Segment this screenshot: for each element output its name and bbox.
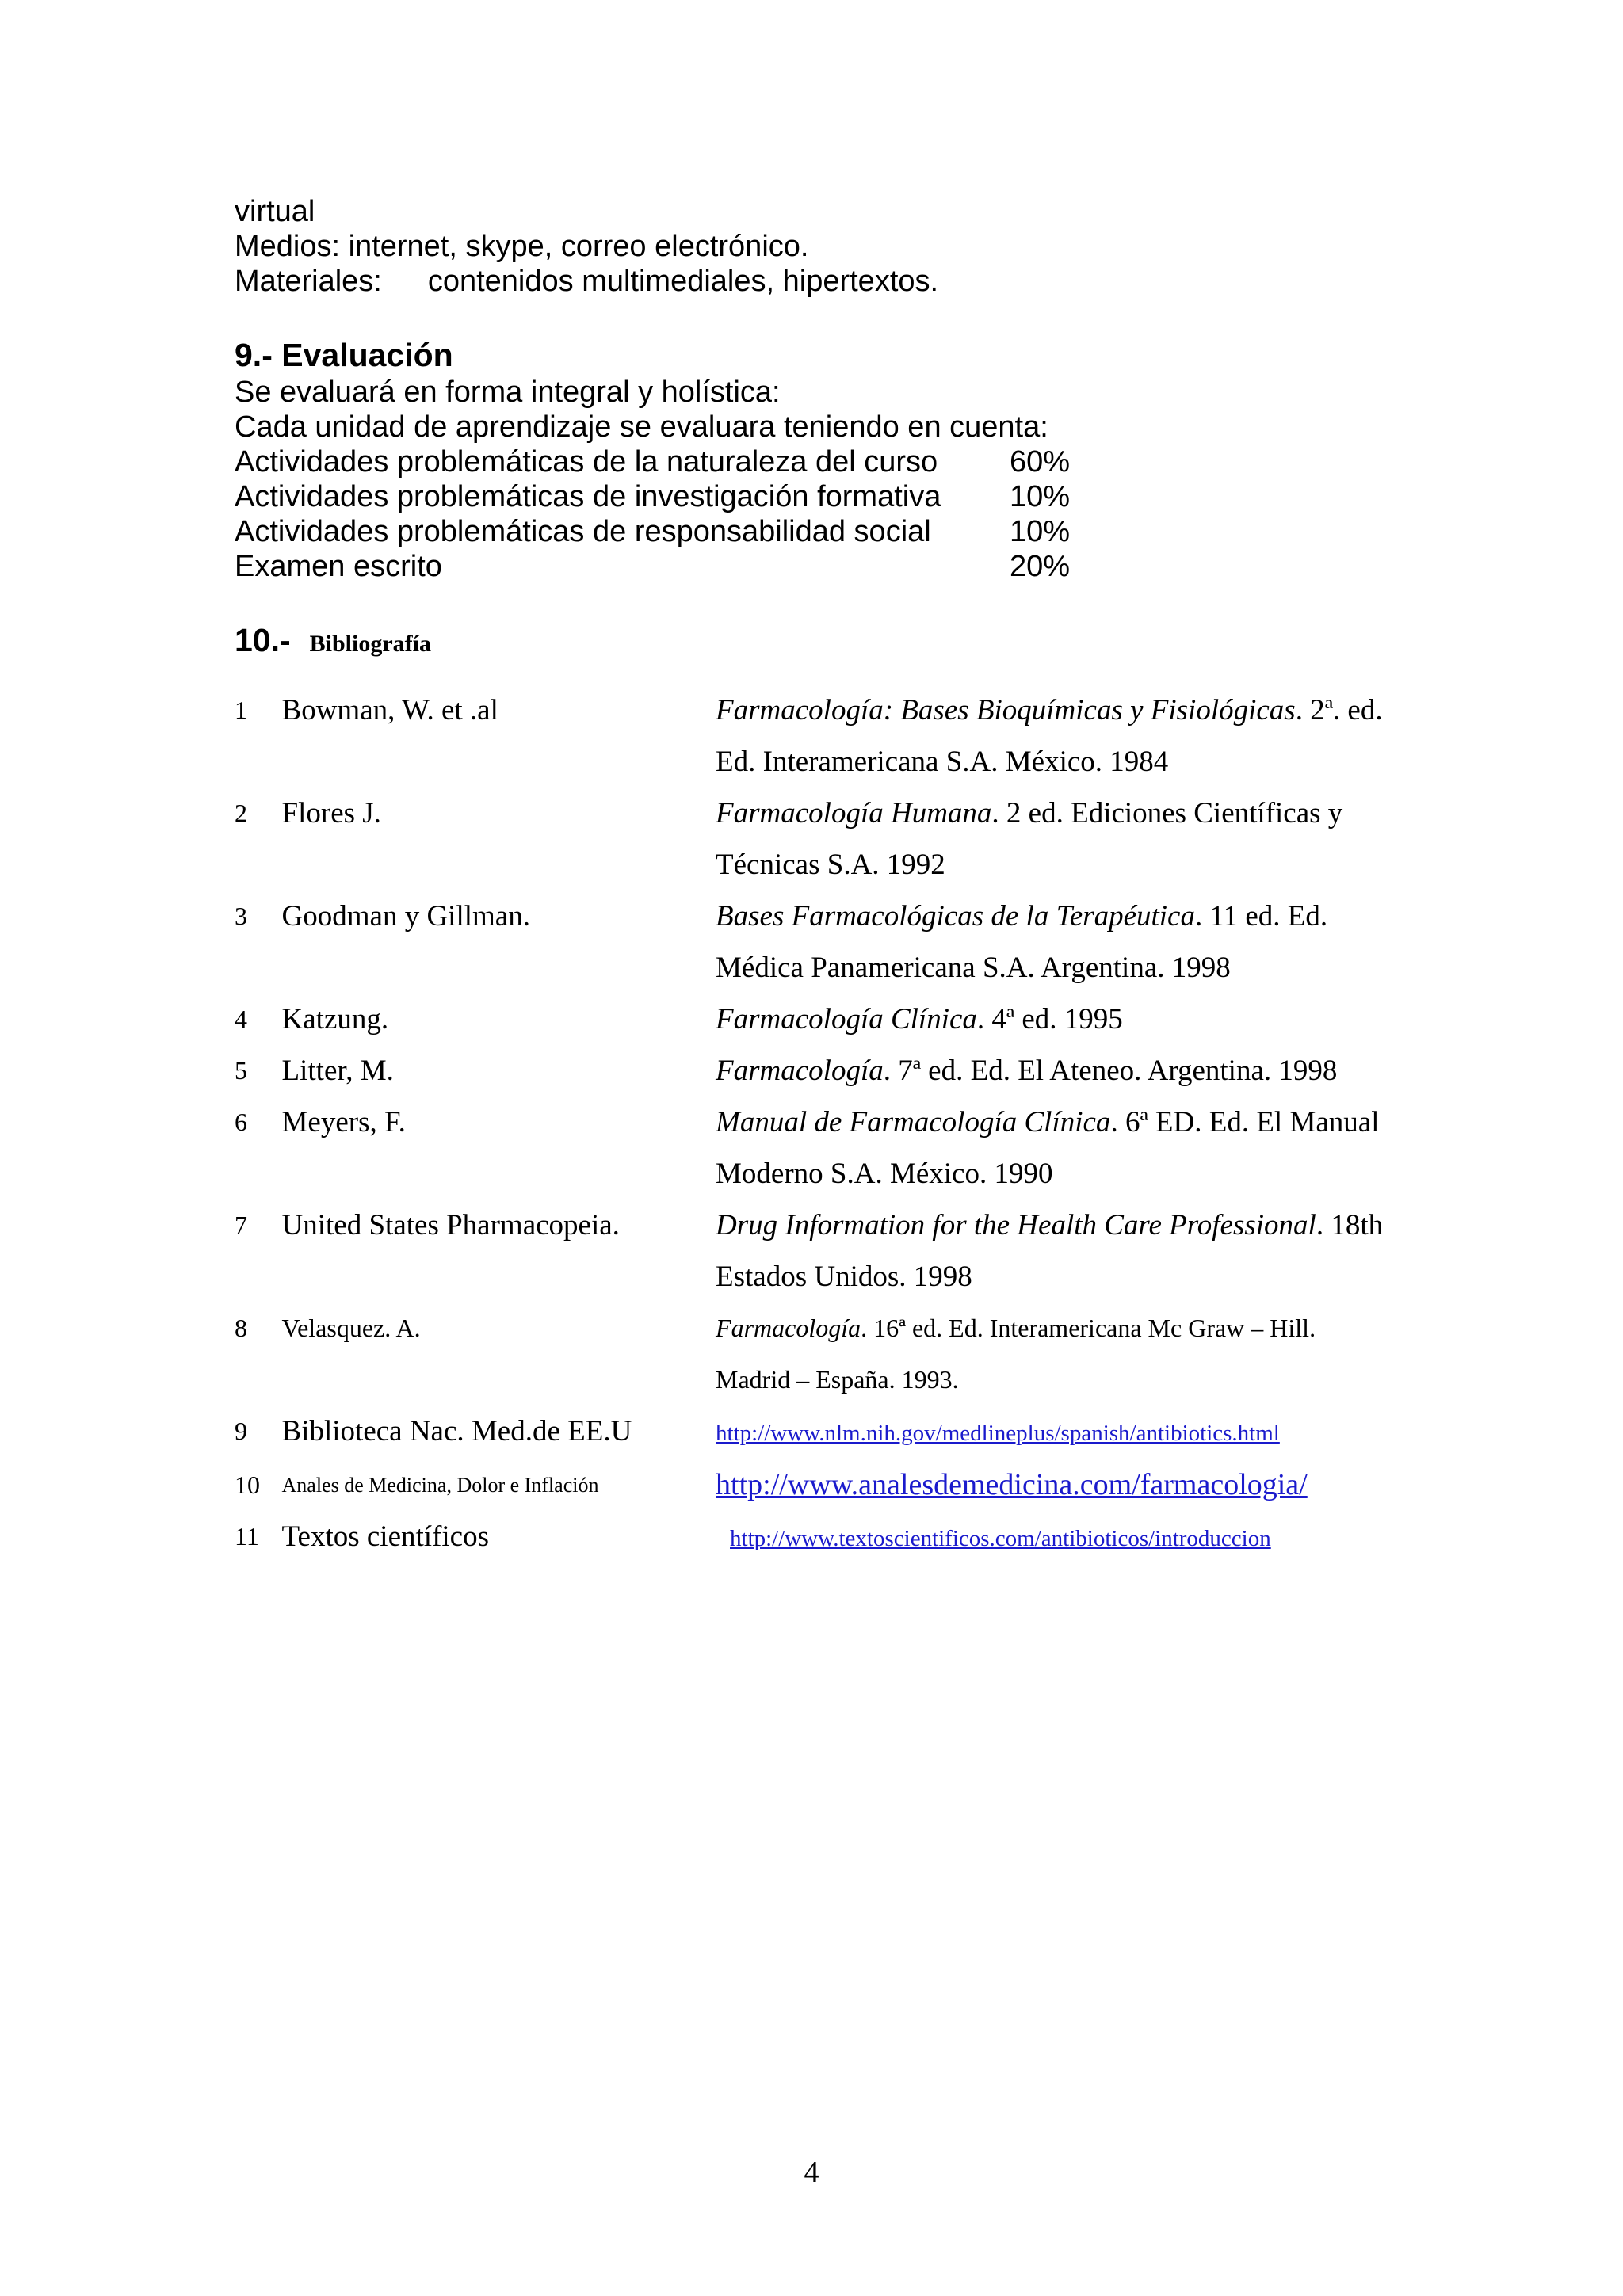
materiales-value: contenidos multimediales, hipertextos. [427,265,939,298]
bibliography-link-entry [235,1511,1392,1565]
bibliography-entry [235,891,1392,994]
bibliography-entry [235,1302,1392,1405]
entry-reference [716,685,1392,788]
entry-author: Flores J. [281,797,381,830]
entry-details: . 11 ed. Ed. Médica Panamericana S.A. Argentina. 1998 [716,900,1328,984]
entry-details: . 2ª. ed. Ed. Interamericana S.A. México. 1984 [716,694,1383,778]
eval-percent: 10% [1010,515,1071,548]
eval-label: Actividades problemáticas de investigación formativa [235,480,941,513]
entry-author: United States Pharmacopeia. [281,1209,620,1241]
entry-reference [716,891,1392,994]
bibliography-entry [235,685,1392,788]
section-9-line-1: Se evaluará en forma integral y holística: [235,376,781,409]
entry-number: 5 [235,1056,247,1085]
eval-percent: 20% [1010,550,1071,583]
bibliography-link-entry [235,1405,1392,1459]
entry-title: Farmacología Humana [716,797,992,830]
materiales-label: Materiales: [235,265,382,298]
entry-number: 10 [235,1470,260,1499]
section-evaluacion [235,335,1070,584]
entry-title: Farmacología: Bases Bioquímicas y Fisiológicas [716,694,1296,727]
entry-author: Goodman y Gillman. [281,900,530,933]
eval-row [235,444,1070,479]
eval-label: Actividades problemáticas de responsabilidad social [235,515,931,548]
entry-author: Anales de Medicina, Dolor e Inflación [281,1474,599,1497]
entry-details: . 6ª ED. Ed. El Manual Moderno S.A. México. 1990 [716,1106,1380,1190]
entry-title: Drug Information for the Health Care Professional [716,1209,1316,1241]
intro-line-materiales [235,264,938,299]
eval-percent: 10% [1010,480,1071,513]
entry-reference [716,788,1392,891]
eval-label: Examen escrito [235,550,442,583]
entry-reference [716,1302,1392,1405]
entry-details: . 2 ed. Ediciones Científicas y Técnicas S.A. 1992 [716,797,1343,881]
entry-number: 3 [235,902,247,930]
bibliography-entry [235,994,1392,1045]
entry-number: 11 [235,1522,259,1550]
bibliography-entry [235,1097,1392,1199]
entry-details: . 4ª ed. 1995 [976,1003,1123,1035]
entry-reference [716,1199,1392,1302]
entry-number: 2 [235,799,247,827]
eval-row [235,479,1070,514]
entry-number: 6 [235,1108,247,1136]
entry-author: Textos científicos [281,1520,489,1553]
entry-details: . 18th Estados Unidos. 1998 [716,1209,1384,1293]
entry-url-link[interactable]: http://www.textoscientificos.com/antibioticos/introduccion [730,1526,1271,1551]
entry-title: Manual de Farmacología Clínica [716,1106,1111,1138]
entry-author: Katzung. [281,1003,389,1035]
entry-author: Velasquez. A. [281,1314,421,1342]
entry-url-link[interactable]: http://www.analesdemedicina.com/farmacologia/ [716,1468,1308,1501]
entry-author: Litter, M. [281,1055,394,1087]
entry-reference [716,994,1392,1045]
entry-number: 9 [235,1417,247,1445]
bibliography-link-entry [235,1459,1392,1511]
bibliography-list [235,685,1392,1565]
eval-percent: 60% [1010,445,1071,479]
entry-title: Farmacología Clínica [716,1003,977,1035]
entry-title: Farmacología [716,1055,884,1087]
section-bibliografia-heading [235,622,431,659]
bibliography-entry [235,1199,1392,1302]
entry-author: Bowman, W. et .al [281,694,498,727]
entry-number: 4 [235,1005,247,1033]
entry-number: 7 [235,1211,247,1239]
entry-url-link[interactable]: http://www.nlm.nih.gov/medlineplus/spanish/antibiotics.html [716,1421,1280,1446]
entry-reference [716,1045,1392,1097]
entry-reference [716,1097,1392,1199]
section-9-line-2: Cada unidad de aprendizaje se evaluara teniendo en cuenta: [235,410,1048,444]
entry-title: Bases Farmacológicas de la Terapéutica [716,900,1195,933]
bibliography-entry [235,788,1392,891]
eval-row [235,514,1070,549]
intro-block [235,194,938,299]
entry-details: . 16ª ed. Ed. Interamericana Mc Graw – Hill. Madrid – España. 1993. [716,1314,1316,1394]
bibliography-entry [235,1045,1392,1097]
intro-line-virtual: virtual [235,195,315,228]
entry-title: Farmacología [716,1314,861,1342]
entry-number: 1 [235,696,247,724]
entry-details: . 7ª ed. Ed. El Ateneo. Argentina. 1998 [883,1055,1338,1087]
entry-author: Biblioteca Nac. Med.de EE.U [281,1415,632,1447]
section-10-title: Bibliografía [309,631,431,657]
eval-row [235,549,1070,584]
intro-line-medios: Medios: internet, skype, correo electrónico. [235,230,809,263]
entry-number: 8 [235,1314,247,1342]
page-number: 4 [804,2156,819,2189]
section-10-number: 10.- [235,622,291,658]
entry-author: Meyers, F. [281,1106,406,1138]
section-9-title: 9.- Evaluación [235,337,453,373]
eval-label: Actividades problemáticas de la naturaleza del curso [235,445,938,479]
